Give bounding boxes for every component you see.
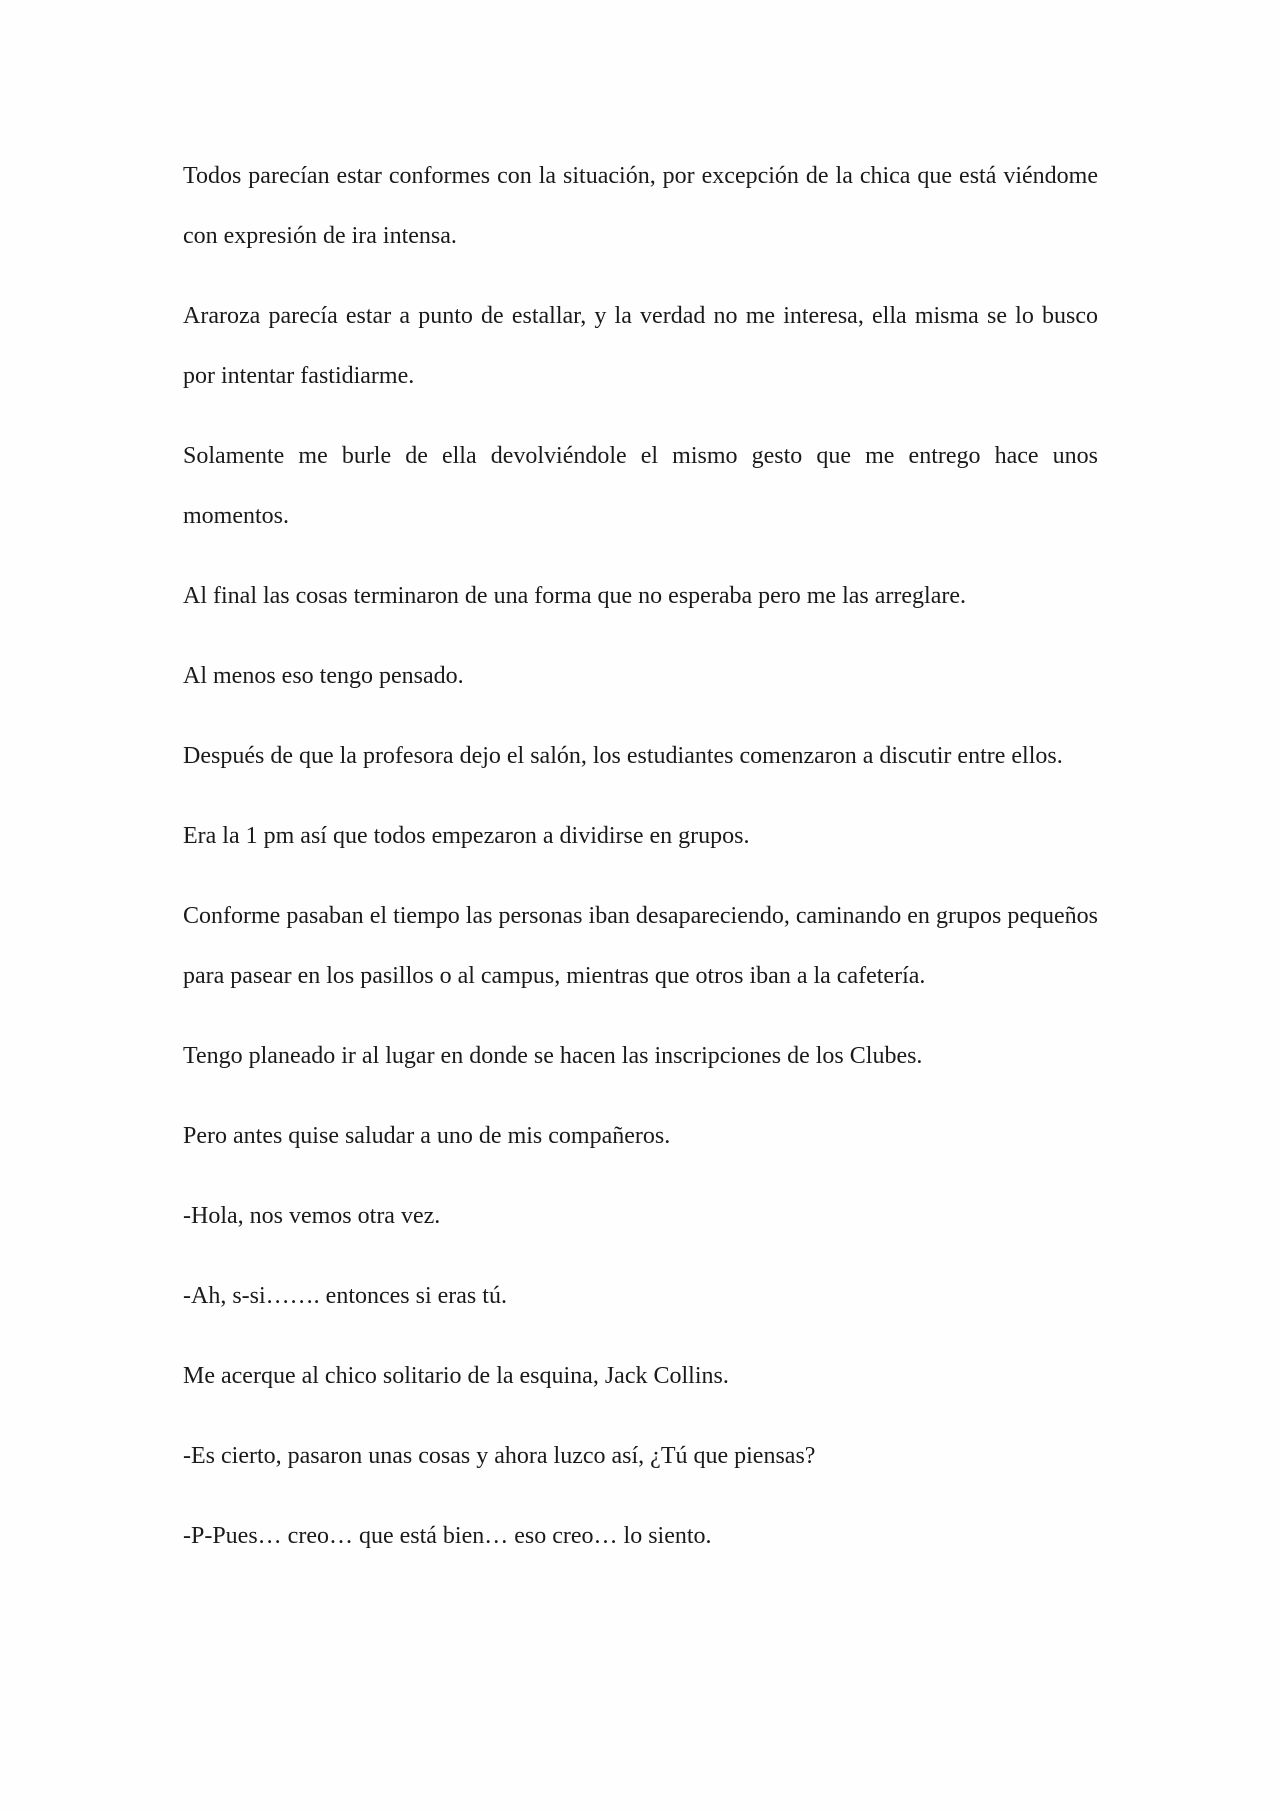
dialogue-line: -Es cierto, pasaron unas cosas y ahora luzco así, ¿Tú que piensas? [183,1443,816,1469]
paragraph: Tengo planeado ir al lugar en donde se hacen las inscripciones de los Clubes. [183,1043,923,1069]
paragraph: Araroza parecía estar a punto de estallar, y la verdad no me interesa, ella misma se lo busco por intentar fastidiarme. [183,303,1098,389]
paragraph: Al menos eso tengo pensado. [183,663,464,689]
paragraph: Conforme pasaban el tiempo las personas iban desapareciendo, caminando en grupos pequeños para pasear en los pasillos o al campus, mientras que otros iban a la cafetería. [183,903,1098,989]
dialogue-line: -Ah, s-si……. entonces si eras tú. [183,1283,507,1309]
dialogue-line: -Hola, nos vemos otra vez. [183,1203,441,1229]
document-body [183,146,1098,1586]
dialogue-line: -P-Pues… creo… que está bien… eso creo… lo siento. [183,1523,712,1549]
paragraph: Me acerque al chico solitario de la esquina, Jack Collins. [183,1363,729,1389]
paragraph: Después de que la profesora dejo el salón, los estudiantes comenzaron a discutir entre ellos. [183,743,1063,769]
paragraph: Todos parecían estar conformes con la situación, por excepción de la chica que está viéndome con expresión de ira intensa. [183,163,1098,249]
paragraph: Solamente me burle de ella devolviéndole el mismo gesto que me entrego hace unos momentos. [183,443,1098,529]
paragraph: Al final las cosas terminaron de una forma que no esperaba pero me las arreglare. [183,583,966,609]
paragraph: Era la 1 pm así que todos empezaron a dividirse en grupos. [183,823,750,849]
paragraph: Pero antes quise saludar a uno de mis compañeros. [183,1123,671,1149]
